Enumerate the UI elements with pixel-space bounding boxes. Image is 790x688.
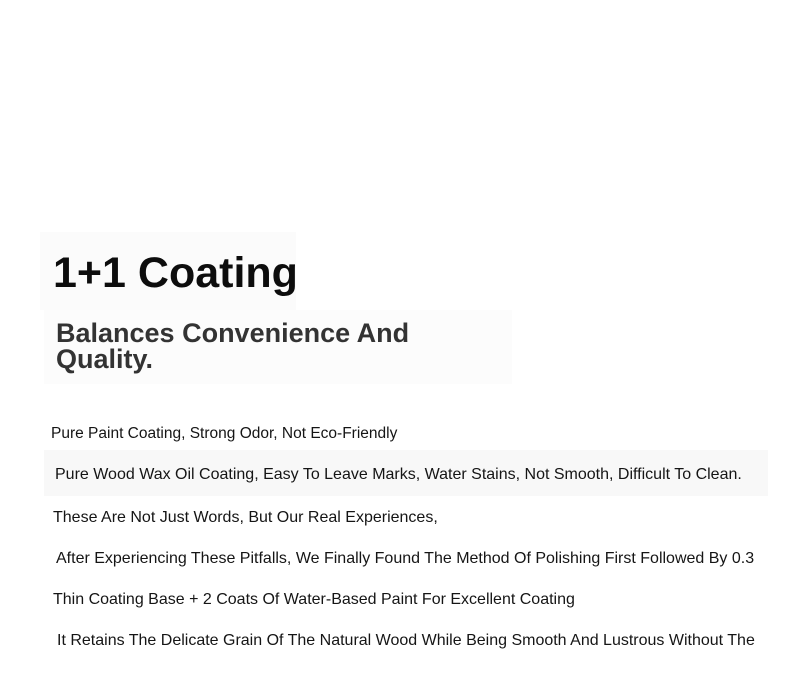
text-line-wax-oil-coating: Pure Wood Wax Oil Coating, Easy To Leave Marks, Water Stains, Not Smooth, Difficult To Clean.: [55, 466, 742, 483]
text-line-coating-base: Thin Coating Base + 2 Coats Of Water-Based Paint For Excellent Coating: [53, 591, 575, 608]
text-line-experiences: These Are Not Just Words, But Our Real Experiences,: [53, 509, 438, 526]
text-line-paint-coating: Pure Paint Coating, Strong Odor, Not Eco-Friendly: [51, 425, 398, 442]
text-line-method: After Experiencing These Pitfalls, We Finally Found The Method Of Polishing First Followed By 0.3: [56, 550, 755, 567]
text-line-natural-wood: It Retains The Delicate Grain Of The Natural Wood While Being Smooth And Lustrous Without The: [57, 632, 755, 649]
page-subtitle: Balances Convenience And Quality.: [56, 318, 410, 374]
page-title: 1+1 Coating: [53, 249, 298, 297]
